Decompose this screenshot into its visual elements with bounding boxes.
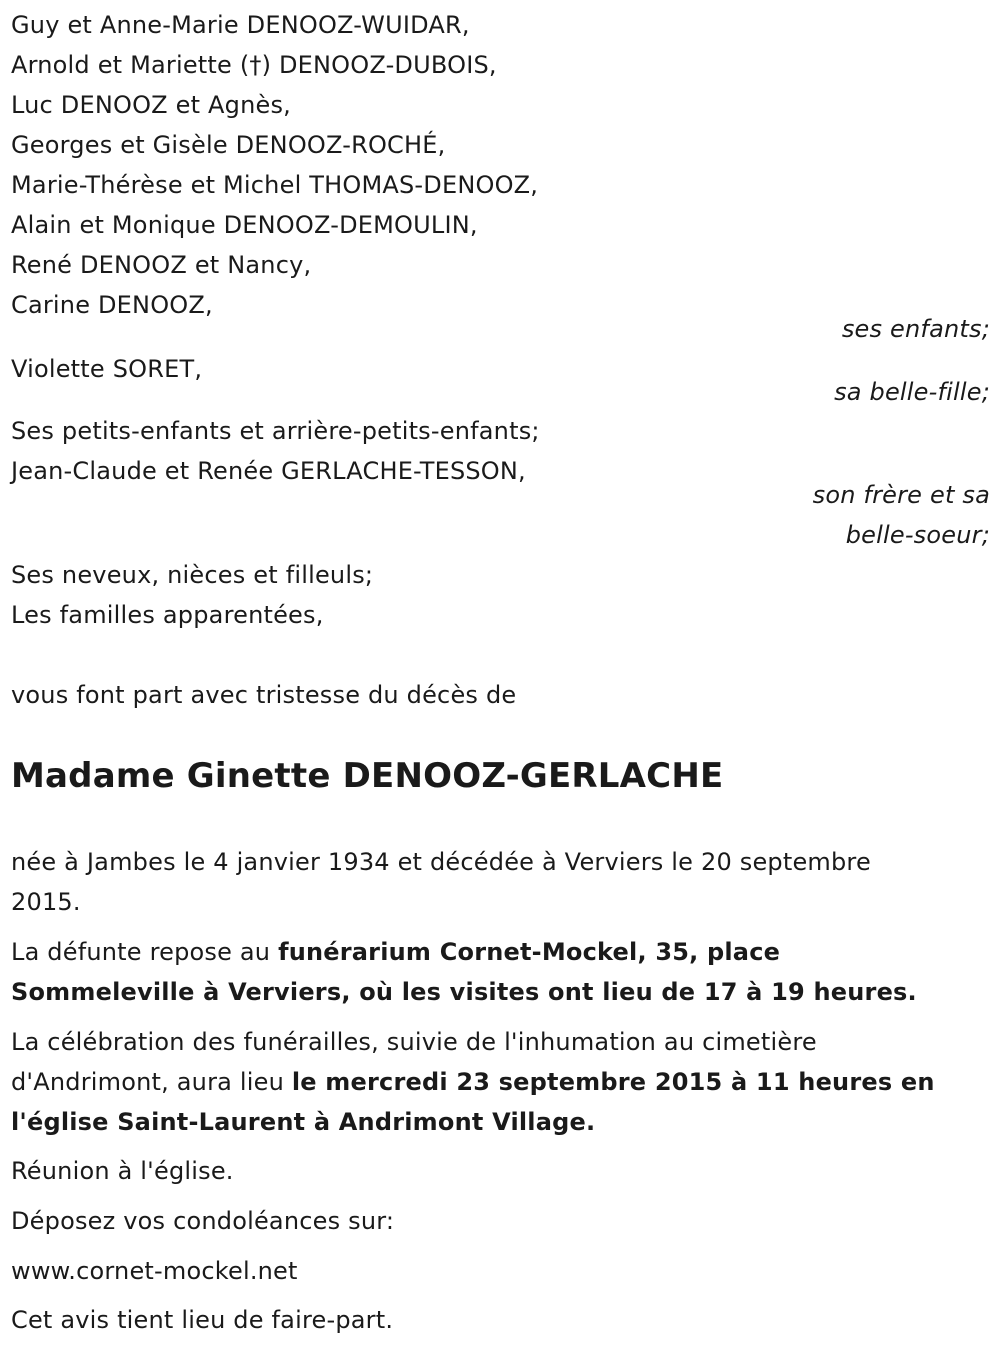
children-role-label: ses enfants; [841,315,990,343]
family-child-5: Marie-Thérèse et Michel THOMAS-DENOOZ, [11,171,539,199]
ceremony-line-2 [11,1067,935,1097]
family-child-1: Guy et Anne-Marie DENOOZ-WUIDAR, [11,11,470,39]
condolences-text: Déposez vos condoléances sur: [11,1207,395,1235]
grandchildren: Ses petits-enfants et arrière-petits-enfants; [11,417,540,445]
deceased-name: Madame Ginette DENOOZ-GERLACHE [11,756,724,796]
repose-line-1 [11,937,780,967]
sibling-role-label-2: belle-soeur; [845,521,990,549]
ceremony-line-2-bold: le mercredi 23 septembre 2015 à 11 heures en [291,1068,935,1096]
repose-prefix: La défunte repose au [11,938,279,966]
ceremony-line-3 [11,1107,595,1137]
reunion: Réunion à l'église. [11,1157,234,1185]
repose-line-2 [11,977,917,1007]
repose-bold-1: funérarium Cornet-Mockel, 35, place [278,938,781,966]
ceremony-line-3-bold: l'église Saint-Laurent à Andrimont Village. [11,1108,596,1136]
ceremony-line-2-prefix: d'Andrimont, aura lieu [11,1068,292,1096]
repose-bold-2: Sommeleville à Verviers, où les visites ont lieu de 17 à 19 heures. [11,978,917,1006]
daughter-in-law: Violette SORET, [11,355,203,383]
website-link[interactable]: www.cornet-mockel.net [11,1257,298,1285]
related-families: Les familles apparentées, [11,601,324,629]
family-child-4: Georges et Gisèle DENOOZ-ROCHÉ, [11,131,446,159]
closing-text: Cet avis tient lieu de faire-part. [11,1306,394,1334]
family-child-6: Alain et Monique DENOOZ-DEMOULIN, [11,211,478,239]
sibling-role-label-1: son frère et sa [812,481,990,509]
family-child-2: Arnold et Mariette (†) DENOOZ-DUBOIS, [11,51,497,79]
birth-death-line-1: née à Jambes le 4 janvier 1934 et décédée à Verviers le 20 septembre [11,848,871,876]
ceremony-line-1: La célébration des funérailles, suivie de l'inhumation au cimetière [11,1028,817,1056]
daughter-in-law-role-label: sa belle-fille; [834,378,990,406]
family-child-3: Luc DENOOZ et Agnès, [11,91,291,119]
announcement: vous font part avec tristesse du décès de [11,681,517,709]
birth-death-line-2: 2015. [11,888,81,916]
nephews: Ses neveux, nièces et filleuls; [11,561,374,589]
family-child-8: Carine DENOOZ, [11,291,213,319]
sibling: Jean-Claude et Renée GERLACHE-TESSON, [11,457,526,485]
family-child-7: René DENOOZ et Nancy, [11,251,312,279]
